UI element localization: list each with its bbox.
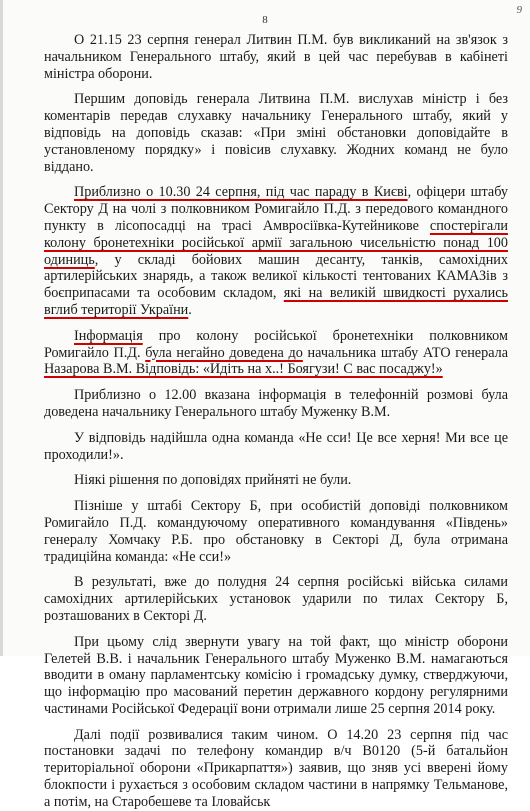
paragraph-5: Приблизно о 12.00 вказана інформація в телефонній розмові була доведена начальнику Генерального штабу Муженку В.М. [44,387,508,420]
paragraph-2: Першим доповідь генерала Литвина П.М. вислухав міністр і без коментарів передав слухавку начальнику Генерального штабу, який у відповідь на доповідь сказав: «При зміні обстановки доповідайте в установленому порядку» і повісив слухавку. Жодних команд не було віддано. [44,91,508,175]
underlined-nazarov-reply: Назарова В.М. Відповідь: «Идіть на х..! Боягузи! С вас посаджу!» [44,361,443,378]
paragraph-11: Далі події розвивалися таким чином. О 14.20 23 серпня під час постановки задачі по телефону командир в/ч В0120 (5-й батальйон територіальної оборони «Прикарпаття») заявив, що зняв усі вверені йому блокпости і рухається з особовим складом частини в напрямку Тельманове, а потім, на Старобешеве та Іловайськ [44,726,508,810]
paragraph-7: Ніякі рішення по доповідях прийняті не були. [74,472,352,489]
page-edge-shadow [0,0,3,656]
underlined-was-reported: була негайно доведена до [145,344,303,361]
paragraph-8: Пізніше у штабі Сектору Б, при особистій доповіді полковником Ромигайло П.Д. командуючому оперативного командування «Південь» генералу Хомчаку Р.Б. про обстановку в Секторі Д, була отримана традиційна команда: «Не сси!» [44,498,508,565]
paragraph-9: В результаті, вже до полудня 24 серпня російські війська силами самохідних артилерійських установок ударили по тилах Сектору Б, розташованих в Секторі Д. [44,574,508,624]
underlined-moving-into-ukraine: які на великій швидкості рухались вглиб території України [44,285,508,318]
handwritten-page-mark: 9 [516,4,522,16]
underlined-parade-time: Приблизно о 10.30 24 серпня, під час параду в Києві [74,184,408,201]
paragraph-6: У відповідь надійшла одна команда «Не сси! Це все херня! Ми все це проходили!». [44,429,508,463]
underlined-column-observed: спостерігали колону бронетехніки російської армії загальною чисельністю понад 100 одиниць [44,217,508,268]
paragraph-1: О 21.15 23 серпня генерал Литвин П.М. був викликаний на зв'язок з начальником Генерального штабу, який в цей час перебував в кабінеті міністра оборони. [44,32,508,82]
paragraph-10: При цьому слід звернути увагу на той факт, що міністр оборони Гелетей В.В. і начальник Генерального штабу Муженко В.М. намагаються вводити в оману парламентську комісію і громадську думку, стверджуючи, що інформацію про масований перетин державного кордону регулярними частинами Російської Федерації вони отримали лише 25 серпня 2014 року. [44,633,508,717]
paragraph-3: Приблизно о 10.30 24 серпня, під час параду в Києві, офіцери штабу Сектору Д на чолі з полковником Ромигайло П.Д. з передового командного пункту в лісопосадці на трасі Амвросіївка-Кутейникове спостерігали колону бронетехніки російської армії загальною чисельністю понад 100 одиниць, у складі бойових машин десанту, танків, самохідних артилерійських знарядь, а також великої кількості тентованих КАМАЗів з боєприпасами та особовим складом, які на великій швидкості рухались вглиб території України. [44,184,508,318]
page-number: 8 [262,14,268,26]
paragraph-4: Інформація про колону російської бронетехніки полковником Ромигайло П.Д. була негайно доведена до начальника штабу АТО генерала Назарова В.М. Відповідь: «Идіть на х..! Боягузи! С вас посаджу!» [44,327,508,378]
underlined-information: Інформація [74,327,143,344]
